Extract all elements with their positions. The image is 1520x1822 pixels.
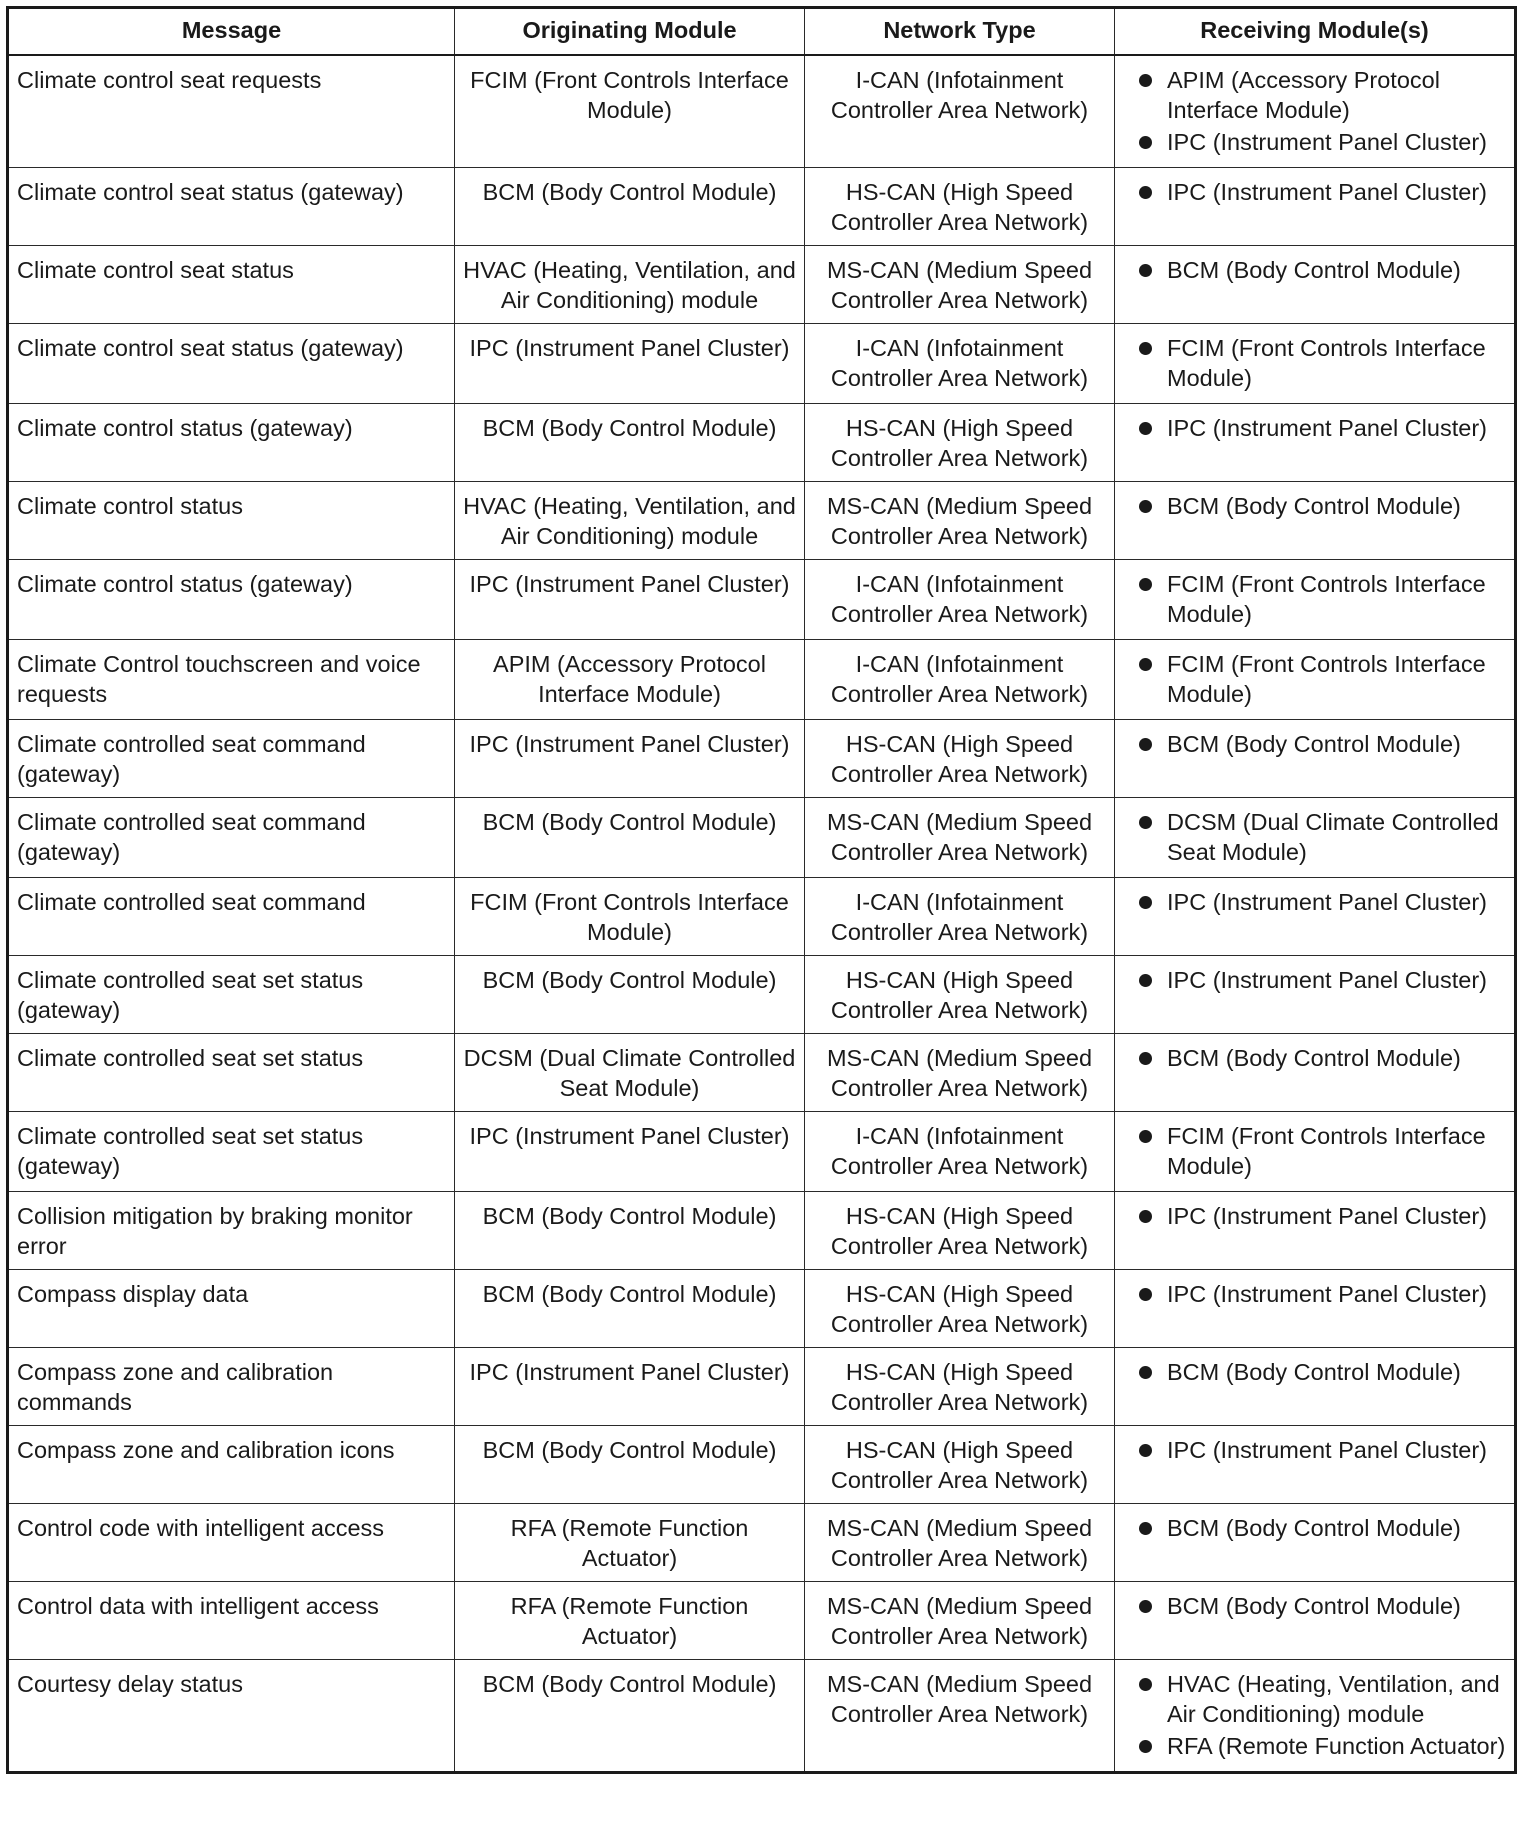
table-header — [8, 8, 1516, 56]
message-cell: Climate control status — [8, 482, 455, 560]
originating-module-cell: HVAC (Heating, Ventilation, and Air Conditioning) module — [455, 246, 805, 324]
receiving-module-text: FCIM (Front Controls Interface Module) — [1167, 335, 1486, 391]
receiving-module-text: FCIM (Front Controls Interface Module) — [1167, 1123, 1486, 1179]
message-cell: Compass zone and calibration icons — [8, 1426, 455, 1504]
originating-module-cell: DCSM (Dual Climate Controlled Seat Module) — [455, 1034, 805, 1112]
bullet-icon — [1139, 1678, 1152, 1691]
bullet-icon — [1139, 974, 1152, 987]
receiving-modules-cell — [1115, 560, 1516, 640]
receiving-module-text: FCIM (Front Controls Interface Module) — [1167, 571, 1486, 627]
document-page — [6, 6, 1514, 1774]
receiving-module-text: IPC (Instrument Panel Cluster) — [1167, 129, 1487, 155]
receiving-module-text: HVAC (Heating, Ventilation, and Air Conditioning) module — [1167, 1671, 1500, 1727]
bullet-icon — [1139, 896, 1152, 909]
receiving-modules-cell — [1115, 1348, 1516, 1426]
list-item — [1123, 649, 1506, 709]
network-type-cell: MS-CAN (Medium Speed Controller Area Network) — [805, 798, 1115, 878]
table-row — [8, 1112, 1516, 1192]
table-row — [8, 1270, 1516, 1348]
originating-module-cell: IPC (Instrument Panel Cluster) — [455, 720, 805, 798]
list-item — [1123, 729, 1506, 759]
originating-module-cell: BCM (Body Control Module) — [455, 798, 805, 878]
receiving-module-text: BCM (Body Control Module) — [1167, 257, 1461, 283]
message-cell: Courtesy delay status — [8, 1660, 455, 1773]
table-row — [8, 878, 1516, 956]
table-row — [8, 720, 1516, 798]
table-row — [8, 404, 1516, 482]
list-item — [1123, 491, 1506, 521]
list-item — [1123, 965, 1506, 995]
originating-module-cell: RFA (Remote Function Actuator) — [455, 1582, 805, 1660]
network-message-table — [6, 6, 1517, 1774]
table-row — [8, 956, 1516, 1034]
bullet-icon — [1139, 186, 1152, 199]
bullet-icon — [1139, 1210, 1152, 1223]
network-type-cell: HS-CAN (High Speed Controller Area Network) — [805, 168, 1115, 246]
network-type-cell: MS-CAN (Medium Speed Controller Area Network) — [805, 482, 1115, 560]
network-type-cell: I-CAN (Infotainment Controller Area Network) — [805, 1112, 1115, 1192]
bullet-icon — [1139, 1522, 1152, 1535]
network-type-cell: HS-CAN (High Speed Controller Area Network) — [805, 1192, 1115, 1270]
message-cell: Climate controlled seat set status (gateway) — [8, 1112, 455, 1192]
receiving-module-text: IPC (Instrument Panel Cluster) — [1167, 889, 1487, 915]
table-body — [8, 55, 1516, 1773]
originating-module-cell: BCM (Body Control Module) — [455, 1192, 805, 1270]
bullet-icon — [1139, 422, 1152, 435]
receiving-modules-list — [1123, 569, 1506, 629]
bullet-icon — [1139, 136, 1152, 149]
message-cell: Climate Control touchscreen and voice requests — [8, 640, 455, 720]
bullet-icon — [1139, 658, 1152, 671]
bullet-icon — [1139, 74, 1152, 87]
list-item — [1123, 1043, 1506, 1073]
originating-module-cell: BCM (Body Control Module) — [455, 956, 805, 1034]
network-type-cell: HS-CAN (High Speed Controller Area Network) — [805, 1426, 1115, 1504]
bullet-icon — [1139, 1444, 1152, 1457]
list-item — [1123, 1279, 1506, 1309]
bullet-icon — [1139, 578, 1152, 591]
receiving-modules-cell — [1115, 404, 1516, 482]
network-type-cell: MS-CAN (Medium Speed Controller Area Network) — [805, 1582, 1115, 1660]
receiving-modules-list — [1123, 807, 1506, 867]
receiving-modules-cell — [1115, 1660, 1516, 1773]
receiving-module-text: BCM (Body Control Module) — [1167, 731, 1461, 757]
receiving-modules-list — [1123, 1043, 1506, 1073]
bullet-icon — [1139, 1366, 1152, 1379]
network-type-cell: MS-CAN (Medium Speed Controller Area Network) — [805, 246, 1115, 324]
network-type-cell: I-CAN (Infotainment Controller Area Network) — [805, 640, 1115, 720]
table-row — [8, 246, 1516, 324]
receiving-module-text: FCIM (Front Controls Interface Module) — [1167, 651, 1486, 707]
list-item — [1123, 1669, 1506, 1729]
header-row — [8, 8, 1516, 56]
receiving-modules-list — [1123, 1591, 1506, 1621]
receiving-modules-list — [1123, 491, 1506, 521]
message-cell: Compass display data — [8, 1270, 455, 1348]
receiving-modules-cell — [1115, 720, 1516, 798]
originating-module-cell: APIM (Accessory Protocol Interface Module) — [455, 640, 805, 720]
message-cell: Climate controlled seat set status — [8, 1034, 455, 1112]
receiving-modules-list — [1123, 1201, 1506, 1231]
receiving-module-text: IPC (Instrument Panel Cluster) — [1167, 1281, 1487, 1307]
list-item — [1123, 177, 1506, 207]
header-receiving-modules: Receiving Module(s) — [1115, 8, 1516, 56]
receiving-modules-cell — [1115, 246, 1516, 324]
receiving-modules-list — [1123, 965, 1506, 995]
list-item — [1123, 413, 1506, 443]
originating-module-cell: BCM (Body Control Module) — [455, 1270, 805, 1348]
receiving-modules-list — [1123, 1279, 1506, 1309]
receiving-modules-cell — [1115, 798, 1516, 878]
list-item — [1123, 1357, 1506, 1387]
table-row — [8, 1034, 1516, 1112]
receiving-modules-cell — [1115, 1112, 1516, 1192]
header-originating-module: Originating Module — [455, 8, 805, 56]
message-cell: Climate control status (gateway) — [8, 404, 455, 482]
bullet-icon — [1139, 816, 1152, 829]
receiving-modules-cell — [1115, 1582, 1516, 1660]
receiving-modules-list — [1123, 1435, 1506, 1465]
receiving-module-text: IPC (Instrument Panel Cluster) — [1167, 179, 1487, 205]
receiving-modules-list — [1123, 413, 1506, 443]
receiving-module-text: DCSM (Dual Climate Controlled Seat Module) — [1167, 809, 1499, 865]
list-item — [1123, 887, 1506, 917]
table-row — [8, 324, 1516, 404]
message-cell: Climate control seat requests — [8, 55, 455, 168]
message-cell: Compass zone and calibration commands — [8, 1348, 455, 1426]
message-cell: Climate control seat status (gateway) — [8, 168, 455, 246]
bullet-icon — [1139, 1288, 1152, 1301]
bullet-icon — [1139, 1740, 1152, 1753]
list-item — [1123, 127, 1506, 157]
receiving-modules-list — [1123, 649, 1506, 709]
originating-module-cell: IPC (Instrument Panel Cluster) — [455, 324, 805, 404]
bullet-icon — [1139, 1052, 1152, 1065]
receiving-modules-cell — [1115, 956, 1516, 1034]
table-row — [8, 1348, 1516, 1426]
bullet-icon — [1139, 342, 1152, 355]
receiving-module-text: IPC (Instrument Panel Cluster) — [1167, 415, 1487, 441]
receiving-module-text: BCM (Body Control Module) — [1167, 1593, 1461, 1619]
bullet-icon — [1139, 738, 1152, 751]
bullet-icon — [1139, 1600, 1152, 1613]
bullet-icon — [1139, 1130, 1152, 1143]
table-row — [8, 560, 1516, 640]
originating-module-cell: BCM (Body Control Module) — [455, 1660, 805, 1773]
network-type-cell: HS-CAN (High Speed Controller Area Network) — [805, 1348, 1115, 1426]
receiving-module-text: APIM (Accessory Protocol Interface Module) — [1167, 67, 1440, 123]
message-cell: Control data with intelligent access — [8, 1582, 455, 1660]
message-cell: Collision mitigation by braking monitor error — [8, 1192, 455, 1270]
receiving-modules-cell — [1115, 1034, 1516, 1112]
header-network-type: Network Type — [805, 8, 1115, 56]
network-type-cell: HS-CAN (High Speed Controller Area Network) — [805, 1270, 1115, 1348]
receiving-modules-cell — [1115, 324, 1516, 404]
list-item — [1123, 333, 1506, 393]
list-item — [1123, 807, 1506, 867]
originating-module-cell: IPC (Instrument Panel Cluster) — [455, 1112, 805, 1192]
receiving-modules-cell — [1115, 640, 1516, 720]
message-cell: Climate control seat status (gateway) — [8, 324, 455, 404]
bullet-icon — [1139, 500, 1152, 513]
table-row — [8, 1192, 1516, 1270]
bullet-icon — [1139, 264, 1152, 277]
receiving-modules-cell — [1115, 1504, 1516, 1582]
receiving-module-text: IPC (Instrument Panel Cluster) — [1167, 1203, 1487, 1229]
receiving-modules-cell — [1115, 878, 1516, 956]
originating-module-cell: FCIM (Front Controls Interface Module) — [455, 55, 805, 168]
network-type-cell: MS-CAN (Medium Speed Controller Area Network) — [805, 1034, 1115, 1112]
receiving-modules-cell — [1115, 55, 1516, 168]
message-cell: Climate controlled seat command (gateway) — [8, 720, 455, 798]
list-item — [1123, 569, 1506, 629]
receiving-module-text: BCM (Body Control Module) — [1167, 1515, 1461, 1541]
network-type-cell: HS-CAN (High Speed Controller Area Network) — [805, 720, 1115, 798]
originating-module-cell: IPC (Instrument Panel Cluster) — [455, 560, 805, 640]
receiving-module-text: IPC (Instrument Panel Cluster) — [1167, 1437, 1487, 1463]
network-type-cell: I-CAN (Infotainment Controller Area Network) — [805, 55, 1115, 168]
originating-module-cell: IPC (Instrument Panel Cluster) — [455, 1348, 805, 1426]
message-cell: Climate controlled seat command (gateway) — [8, 798, 455, 878]
receiving-modules-list — [1123, 177, 1506, 207]
receiving-module-text: IPC (Instrument Panel Cluster) — [1167, 967, 1487, 993]
receiving-modules-cell — [1115, 1426, 1516, 1504]
list-item — [1123, 1435, 1506, 1465]
table-row — [8, 640, 1516, 720]
receiving-modules-list — [1123, 1513, 1506, 1543]
list-item — [1123, 255, 1506, 285]
message-cell: Climate control seat status — [8, 246, 455, 324]
table-row — [8, 1660, 1516, 1773]
list-item — [1123, 1513, 1506, 1543]
table-row — [8, 1582, 1516, 1660]
receiving-module-text: RFA (Remote Function Actuator) — [1167, 1733, 1506, 1759]
originating-module-cell: BCM (Body Control Module) — [455, 168, 805, 246]
receiving-modules-list — [1123, 887, 1506, 917]
message-cell: Climate controlled seat command — [8, 878, 455, 956]
receiving-modules-cell — [1115, 168, 1516, 246]
receiving-module-text: BCM (Body Control Module) — [1167, 1045, 1461, 1071]
receiving-modules-cell — [1115, 482, 1516, 560]
receiving-modules-list — [1123, 65, 1506, 157]
network-type-cell: I-CAN (Infotainment Controller Area Network) — [805, 324, 1115, 404]
network-type-cell: MS-CAN (Medium Speed Controller Area Network) — [805, 1660, 1115, 1773]
message-cell: Control code with intelligent access — [8, 1504, 455, 1582]
receiving-modules-cell — [1115, 1270, 1516, 1348]
message-cell: Climate control status (gateway) — [8, 560, 455, 640]
list-item — [1123, 1201, 1506, 1231]
table-row — [8, 1426, 1516, 1504]
table-row — [8, 798, 1516, 878]
header-message: Message — [8, 8, 455, 56]
originating-module-cell: RFA (Remote Function Actuator) — [455, 1504, 805, 1582]
network-type-cell: HS-CAN (High Speed Controller Area Network) — [805, 956, 1115, 1034]
list-item — [1123, 65, 1506, 125]
network-type-cell: MS-CAN (Medium Speed Controller Area Network) — [805, 1504, 1115, 1582]
originating-module-cell: BCM (Body Control Module) — [455, 1426, 805, 1504]
receiving-modules-list — [1123, 255, 1506, 285]
network-type-cell: HS-CAN (High Speed Controller Area Network) — [805, 404, 1115, 482]
message-cell: Climate controlled seat set status (gateway) — [8, 956, 455, 1034]
receiving-modules-list — [1123, 333, 1506, 393]
table-row — [8, 55, 1516, 168]
receiving-modules-list — [1123, 729, 1506, 759]
table-row — [8, 482, 1516, 560]
receiving-modules-list — [1123, 1121, 1506, 1181]
list-item — [1123, 1731, 1506, 1761]
originating-module-cell: FCIM (Front Controls Interface Module) — [455, 878, 805, 956]
receiving-module-text: BCM (Body Control Module) — [1167, 1359, 1461, 1385]
network-type-cell: I-CAN (Infotainment Controller Area Network) — [805, 878, 1115, 956]
table-row — [8, 168, 1516, 246]
receiving-module-text: BCM (Body Control Module) — [1167, 493, 1461, 519]
list-item — [1123, 1591, 1506, 1621]
receiving-modules-cell — [1115, 1192, 1516, 1270]
receiving-modules-list — [1123, 1669, 1506, 1761]
receiving-modules-list — [1123, 1357, 1506, 1387]
originating-module-cell: BCM (Body Control Module) — [455, 404, 805, 482]
table-row — [8, 1504, 1516, 1582]
originating-module-cell: HVAC (Heating, Ventilation, and Air Conditioning) module — [455, 482, 805, 560]
network-type-cell: I-CAN (Infotainment Controller Area Network) — [805, 560, 1115, 640]
list-item — [1123, 1121, 1506, 1181]
